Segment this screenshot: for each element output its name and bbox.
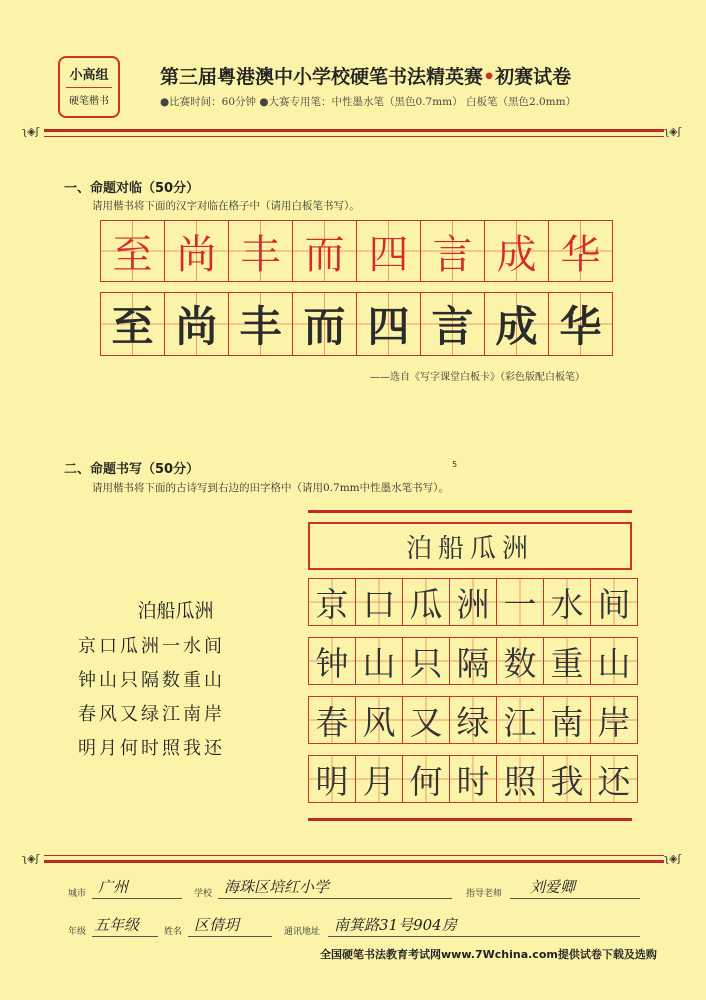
- name-value: 区倩玥: [194, 916, 240, 934]
- address-label: 通讯地址: [284, 927, 321, 937]
- poem-char-cell: 水: [544, 579, 591, 625]
- school-label: 学校: [194, 889, 213, 899]
- poem-char-cell: 隔: [450, 638, 497, 684]
- poem-char-cell: 京: [309, 579, 356, 625]
- poem-char-cell: 照: [497, 756, 544, 802]
- teacher-label: 指导老师: [466, 889, 503, 899]
- section1-instruction: 请用楷书将下面的汉字对临在格子中（请用白板笔书写）。: [92, 200, 360, 212]
- written-char-cell: 成: [485, 293, 549, 355]
- footer-note: 全国硬笔书法教育考试网www.7Wchina.com提供试卷下载及选购: [320, 948, 657, 961]
- poem-line: 钟山只隔数重山: [78, 670, 225, 691]
- poem-char-cell: 洲: [450, 579, 497, 625]
- copy-grid-written: [100, 292, 613, 356]
- poem-char-cell: 时: [450, 756, 497, 802]
- title-dot: •: [483, 66, 496, 88]
- model-char-cell: 成: [485, 221, 549, 281]
- city-value: 广州: [98, 878, 129, 896]
- poem-char-cell: 岸: [591, 697, 637, 743]
- badge-category-label: 硬笔楷书: [69, 96, 109, 107]
- school-line: [218, 898, 452, 899]
- poem-line: 明月何时照我还: [78, 738, 225, 759]
- grade-label: 年级: [68, 927, 87, 937]
- badge-group-label: 小高组: [69, 68, 109, 83]
- poem-grid-row: [308, 578, 638, 626]
- poem-char-cell: 绿: [450, 697, 497, 743]
- source-credit: ——选自《写字课堂白板卡》（彩色版配白板笔）: [370, 372, 585, 383]
- bottom-rule: [44, 860, 664, 863]
- poem-line: 京口瓜洲一水间: [78, 636, 225, 657]
- poem-title: 泊船瓜洲: [137, 600, 214, 622]
- written-char-cell: 四: [357, 293, 421, 355]
- badge-divider: [66, 87, 112, 88]
- poem-char-cell: 何: [403, 756, 450, 802]
- writing-frame-top-rule: [308, 510, 632, 513]
- group-badge: [58, 56, 120, 118]
- grade-line: [92, 936, 158, 937]
- model-char-cell: 华: [549, 221, 612, 281]
- section1-title: 一、命题对临（50分）: [64, 181, 200, 196]
- poem-line: 春风又绿江南岸: [78, 704, 225, 725]
- poem-char-cell: 山: [356, 638, 403, 684]
- poem-grid-row: [308, 637, 638, 685]
- written-char-cell: 至: [101, 293, 165, 355]
- city-line: [92, 898, 182, 899]
- page-title: [160, 62, 571, 89]
- school-value: 海珠区培红小学: [224, 878, 330, 896]
- model-char-cell: 四: [357, 221, 421, 281]
- written-char-cell: 丰: [229, 293, 293, 355]
- poem-char-cell: 又: [403, 697, 450, 743]
- grade-value: 五年级: [94, 916, 140, 934]
- written-poem-title: 泊船瓜洲: [308, 522, 632, 570]
- poem-char-cell: 山: [591, 638, 637, 684]
- written-char-cell: 言: [421, 293, 485, 355]
- ornament-right-icon: ʅ◈ʃ: [664, 125, 682, 138]
- poem-grid-row: [308, 696, 638, 744]
- written-char-cell: 华: [549, 293, 612, 355]
- top-rule: [44, 129, 664, 132]
- poem-char-cell: 间: [591, 579, 637, 625]
- exam-info: ●比赛时间：60分钟 ●大赛专用笔：中性墨水笔（黑色0.7mm） 白板笔（黑色2.0mm）: [160, 96, 577, 108]
- model-char-cell: 而: [293, 221, 357, 281]
- poem-char-cell: 月: [356, 756, 403, 802]
- poem-char-cell: 风: [356, 697, 403, 743]
- title-stage: 初赛试卷: [495, 66, 572, 88]
- poem-char-cell: 数: [497, 638, 544, 684]
- poem-char-cell: 我: [544, 756, 591, 802]
- title-main: 第三届粤港澳中小学校硬笔书法精英赛: [160, 66, 484, 88]
- poem-char-cell: 钟: [309, 638, 356, 684]
- name-label: 姓名: [164, 927, 183, 937]
- poem-char-cell: 重: [544, 638, 591, 684]
- page-mark: 5: [452, 460, 458, 469]
- ornament-left-icon: ʅ◈ʃ: [22, 125, 40, 138]
- poem-char-cell: 南: [544, 697, 591, 743]
- ornament-left-icon: ʅ◈ʃ: [22, 852, 40, 865]
- written-char-cell: 而: [293, 293, 357, 355]
- poem-char-cell: 口: [356, 579, 403, 625]
- name-line: [188, 936, 272, 937]
- section2-instruction: 请用楷书将下面的古诗写到右边的田字格中（请用0.7mm中性墨水笔书写）。: [92, 482, 449, 494]
- poem-char-cell: 明: [309, 756, 356, 802]
- poem-grid-row: [308, 755, 638, 803]
- section2-title: 二、命题书写（50分）: [64, 462, 200, 477]
- poem-char-cell: 江: [497, 697, 544, 743]
- ornament-right-icon: ʅ◈ʃ: [664, 852, 682, 865]
- written-char-cell: 尚: [165, 293, 229, 355]
- poem-char-cell: 春: [309, 697, 356, 743]
- copy-grid-model: [100, 220, 613, 282]
- teacher-value: 刘爱卿: [530, 878, 576, 896]
- model-char-cell: 至: [101, 221, 165, 281]
- teacher-line: [510, 898, 640, 899]
- poem-char-cell: 一: [497, 579, 544, 625]
- poem-char-cell: 只: [403, 638, 450, 684]
- model-char-cell: 言: [421, 221, 485, 281]
- city-label: 城市: [68, 889, 87, 899]
- model-char-cell: 尚: [165, 221, 229, 281]
- poem-char-cell: 瓜: [403, 579, 450, 625]
- bottom-rule-thin: [44, 855, 664, 856]
- poem-char-cell: 还: [591, 756, 637, 802]
- address-value: 南箕路31号904房: [334, 916, 457, 934]
- model-char-cell: 丰: [229, 221, 293, 281]
- writing-frame-bottom-rule: [308, 818, 632, 821]
- address-line: [328, 936, 640, 937]
- top-rule-thin: [44, 136, 664, 137]
